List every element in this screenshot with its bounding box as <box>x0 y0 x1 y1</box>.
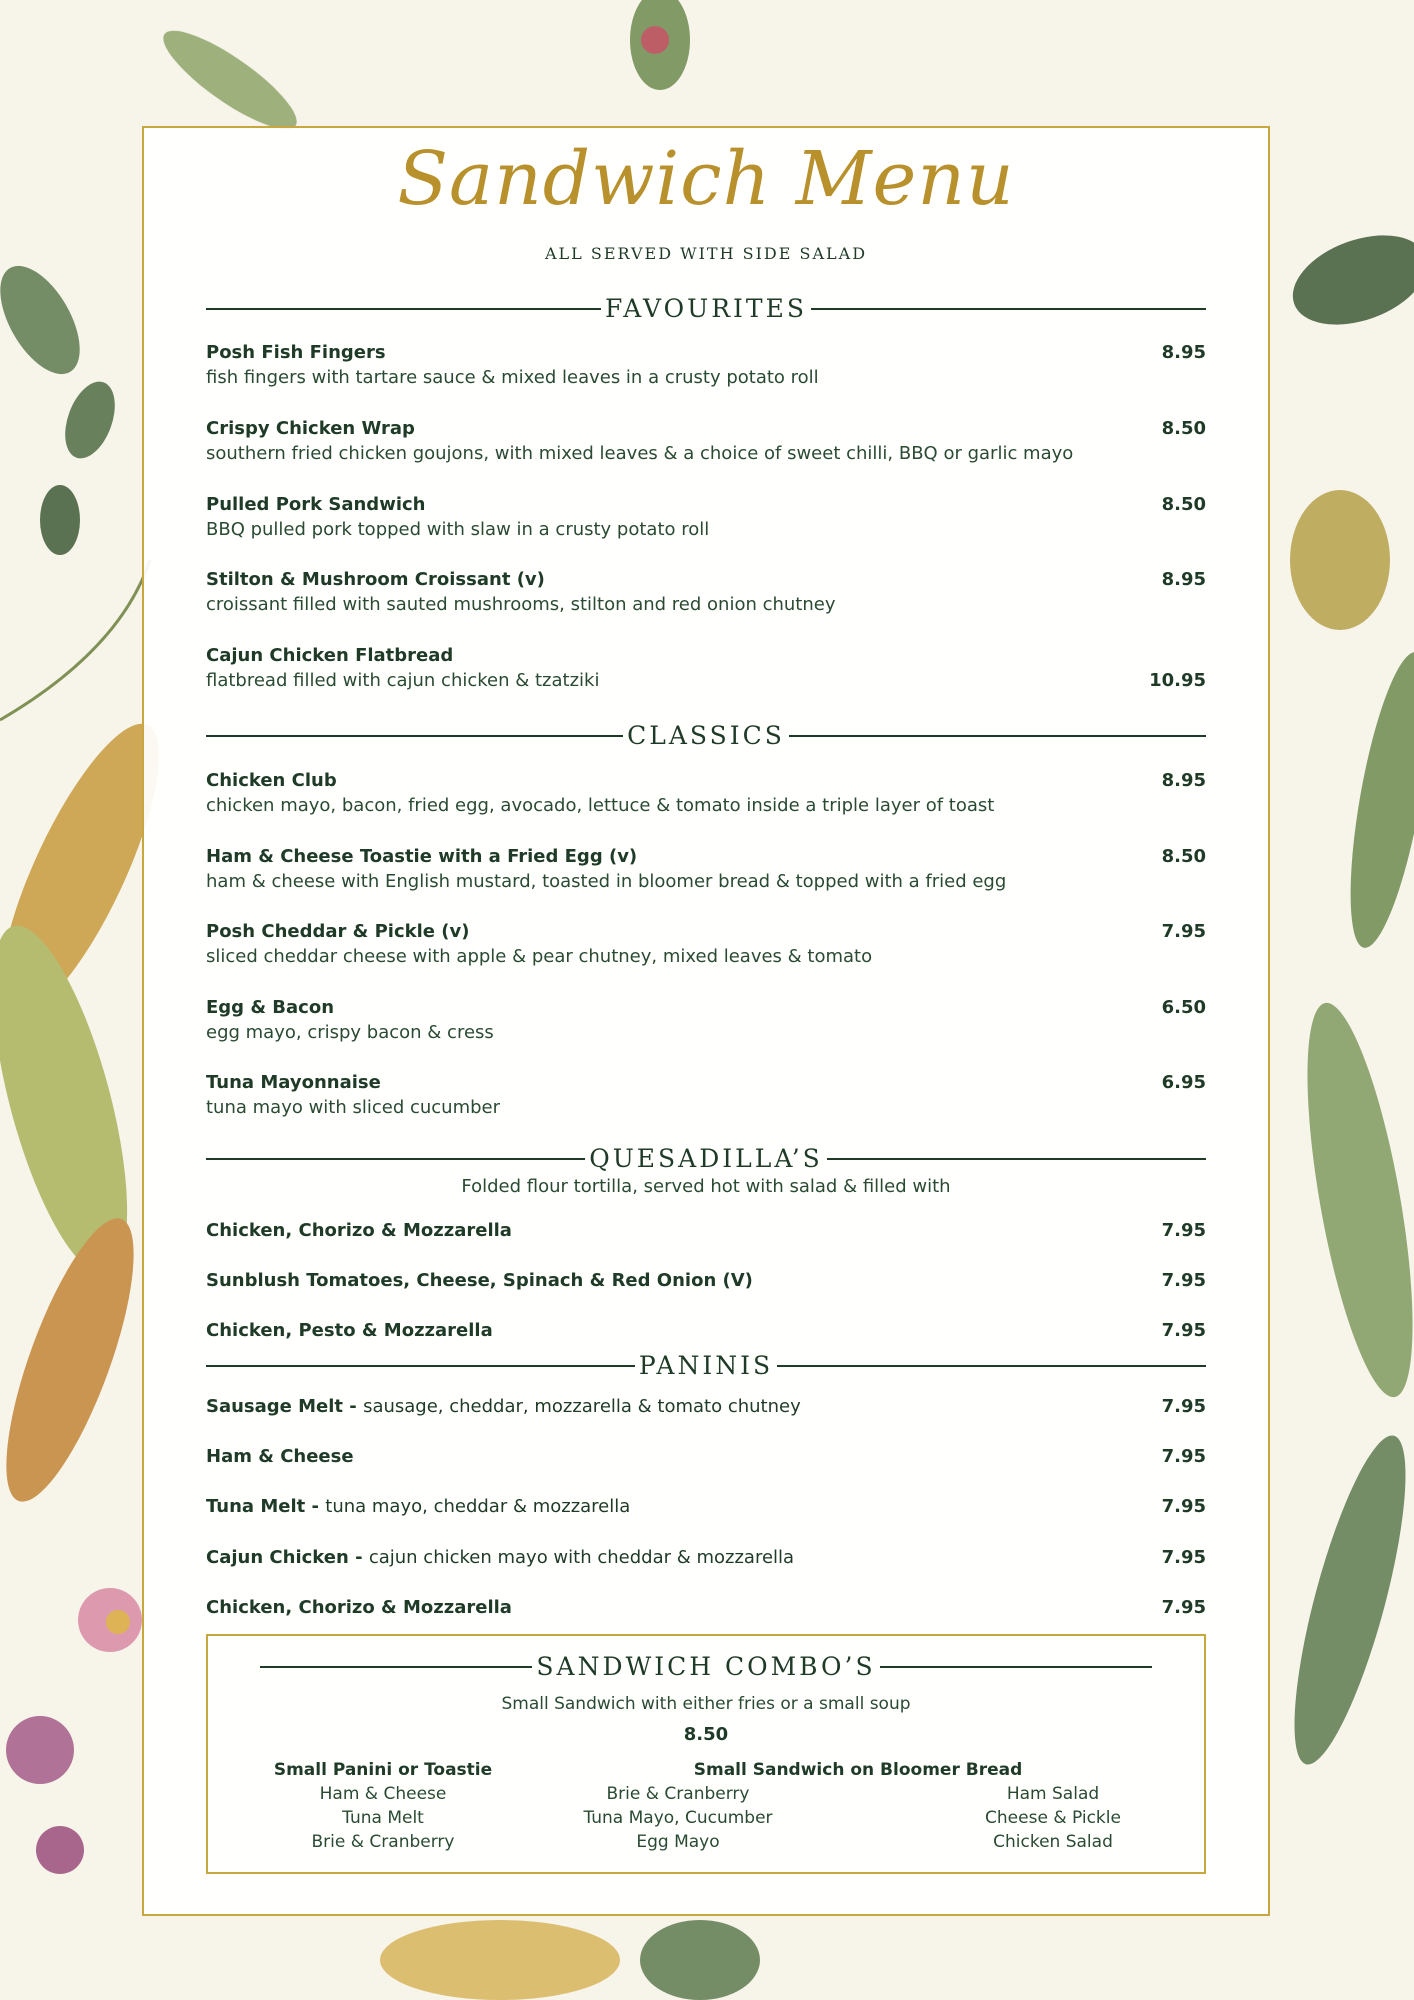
menu-item <box>206 1318 1206 1343</box>
item-name: Tuna Melt - <box>206 1496 319 1517</box>
item-desc: fish fingers with tartare sauce & mixed leaves in a crusty potato roll <box>206 367 819 388</box>
combo-box <box>206 1634 1206 1874</box>
item-name: Chicken, Chorizo & Mozzarella <box>206 1220 512 1241</box>
menu-card <box>142 126 1270 1916</box>
section-classics <box>206 721 1206 750</box>
section-heading: SANDWICH COMBO’S <box>536 1652 876 1681</box>
item-price: 7.95 <box>1161 1597 1206 1618</box>
menu-item <box>206 1595 1206 1620</box>
section-heading: PANINIS <box>638 1351 774 1380</box>
section-combo <box>260 1652 1152 1681</box>
menu-item <box>206 492 1206 542</box>
item-name: Ham & Cheese <box>206 1446 354 1467</box>
menu-subtitle: ALL SERVED WITH SIDE SALAD <box>544 244 868 263</box>
item-price: 8.50 <box>1161 494 1206 515</box>
item-desc: cajun chicken mayo with cheddar & mozzarella <box>368 1547 795 1568</box>
item-name: Posh Cheddar & Pickle (v) <box>206 921 470 942</box>
combo-option: Tuna Melt <box>342 1808 424 1828</box>
combo-option: Ham Salad <box>1006 1784 1100 1804</box>
item-name: Chicken Club <box>206 770 337 791</box>
combo-option: Egg Mayo <box>636 1832 720 1852</box>
combo-column-bloomer-b <box>943 1782 1163 1854</box>
menu-item <box>206 1394 1206 1419</box>
item-line <box>206 1494 1206 1519</box>
item-price: 7.95 <box>1161 1320 1206 1341</box>
item-price: 7.95 <box>1161 1496 1206 1517</box>
item-line <box>206 1394 1206 1419</box>
item-name: Posh Fish Fingers <box>206 342 386 363</box>
item-price: 10.95 <box>1149 670 1206 691</box>
section-heading: FAVOURITES <box>605 294 807 323</box>
item-price: 8.50 <box>1161 418 1206 439</box>
item-price: 8.95 <box>1161 342 1206 363</box>
item-name: Chicken, Chorizo & Mozzarella <box>206 1597 512 1618</box>
section-heading: CLASSICS <box>627 721 785 750</box>
item-desc: chicken mayo, bacon, fried egg, avocado, lettuce & tomato inside a triple layer of toast <box>206 795 995 816</box>
menu-item <box>206 416 1206 466</box>
section-quesadillas <box>206 1144 1206 1173</box>
item-desc: tuna mayo with sliced cucumber <box>206 1097 501 1118</box>
item-price: 7.95 <box>1161 1270 1206 1291</box>
combo-option: Tuna Mayo, Cucumber <box>583 1808 773 1828</box>
item-price: 8.50 <box>1161 846 1206 867</box>
item-name: Pulled Pork Sandwich <box>206 494 426 515</box>
menu-item <box>206 1444 1206 1469</box>
menu-item <box>206 567 1206 617</box>
section-heading: QUESADILLA’S <box>589 1144 823 1173</box>
combo-column-bloomer-a <box>568 1782 788 1854</box>
menu-item <box>206 1070 1206 1120</box>
menu-item <box>206 768 1206 818</box>
item-price: 7.95 <box>1161 1547 1206 1568</box>
section-note: Folded flour tortilla, served hot with salad & filled with <box>461 1176 951 1197</box>
section-paninis <box>206 1351 1206 1380</box>
menu-item <box>206 844 1206 894</box>
item-desc: ham & cheese with English mustard, toasted in bloomer bread & topped with a fried egg <box>206 871 1007 892</box>
combo-column-bloomer-heading <box>688 1758 1028 1782</box>
item-desc: sausage, cheddar, mozzarella & tomato chutney <box>363 1396 801 1417</box>
combo-column-panini <box>248 1758 518 1854</box>
item-name: Cajun Chicken Flatbread <box>206 645 454 666</box>
combo-price: 8.50 <box>683 1724 729 1745</box>
item-name: Tuna Mayonnaise <box>206 1072 381 1093</box>
item-desc: tuna mayo, cheddar & mozzarella <box>325 1496 631 1517</box>
menu-item <box>206 919 1206 969</box>
item-line <box>206 1545 1206 1570</box>
item-desc: southern fried chicken goujons, with mixed leaves & a choice of sweet chilli, BBQ or garlic mayo <box>206 443 1074 464</box>
item-price: 7.95 <box>1161 1220 1206 1241</box>
menu-item <box>206 1268 1206 1293</box>
menu-item <box>206 643 1206 693</box>
item-price: 8.95 <box>1161 770 1206 791</box>
item-desc: BBQ pulled pork topped with slaw in a crusty potato roll <box>206 519 710 540</box>
item-name: Cajun Chicken - <box>206 1547 363 1568</box>
section-favourites <box>206 294 1206 323</box>
item-desc: flatbread filled with cajun chicken & tzatziki <box>206 670 600 691</box>
item-name: Stilton & Mushroom Croissant (v) <box>206 569 545 590</box>
combo-option: Chicken Salad <box>993 1832 1113 1852</box>
item-price: 7.95 <box>1161 921 1206 942</box>
item-price: 6.50 <box>1161 997 1206 1018</box>
item-price: 8.95 <box>1161 569 1206 590</box>
item-name: Ham & Cheese Toastie with a Fried Egg (v) <box>206 846 638 867</box>
combo-option: Cheese & Pickle <box>985 1808 1121 1828</box>
item-name: Crispy Chicken Wrap <box>206 418 415 439</box>
menu-item <box>206 995 1206 1045</box>
combo-column-heading: Small Panini or Toastie <box>273 1760 493 1780</box>
menu-item <box>206 1545 1206 1570</box>
item-desc: egg mayo, crispy bacon & cress <box>206 1022 494 1043</box>
combo-option: Brie & Cranberry <box>606 1784 750 1804</box>
menu-item <box>206 340 1206 390</box>
combo-column-heading: Small Sandwich on Bloomer Bread <box>693 1760 1023 1780</box>
item-price: 6.95 <box>1161 1072 1206 1093</box>
menu-item <box>206 1218 1206 1243</box>
menu-title: Sandwich Menu <box>397 136 1015 222</box>
combo-option: Brie & Cranberry <box>311 1832 455 1852</box>
combo-option: Ham & Cheese <box>319 1784 447 1804</box>
item-name: Egg & Bacon <box>206 997 335 1018</box>
item-price: 7.95 <box>1161 1396 1206 1417</box>
menu-item <box>206 1494 1206 1519</box>
item-name: Sunblush Tomatoes, Cheese, Spinach & Red Onion (V) <box>206 1270 753 1291</box>
item-name: Sausage Melt - <box>206 1396 357 1417</box>
item-price: 7.95 <box>1161 1446 1206 1467</box>
item-desc: croissant filled with sauted mushrooms, stilton and red onion chutney <box>206 594 836 615</box>
combo-note: Small Sandwich with either fries or a small soup <box>501 1694 911 1714</box>
item-name: Chicken, Pesto & Mozzarella <box>206 1320 493 1341</box>
item-desc: sliced cheddar cheese with apple & pear chutney, mixed leaves & tomato <box>206 946 873 967</box>
